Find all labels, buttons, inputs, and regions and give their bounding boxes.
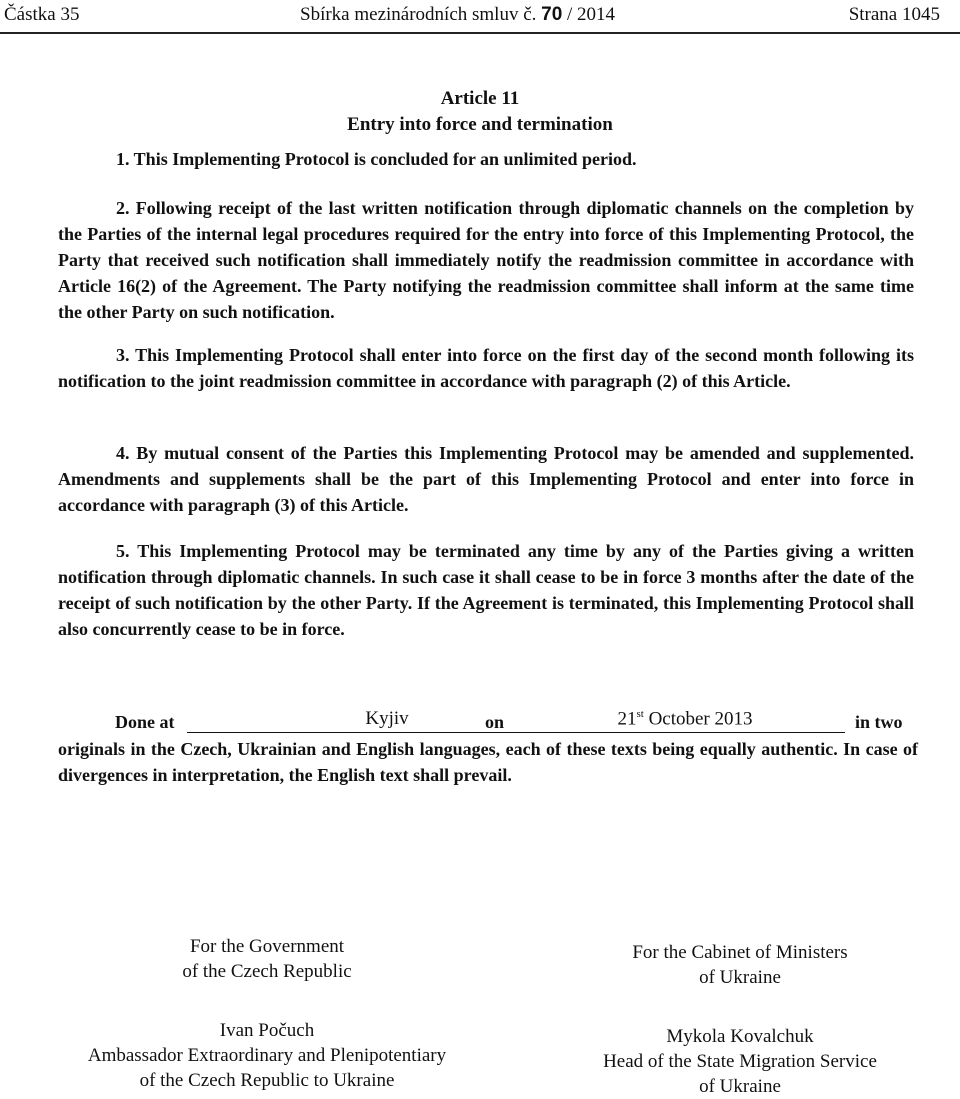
done-continuation: originals in the Czech, Ukrainian and English languages, each of these texts being equally authentic. In case of divergences in interpretation, the English text shall prevail.	[58, 739, 918, 785]
paragraph-1: 1. This Implementing Protocol is concluded for an unlimited period.	[116, 149, 637, 169]
done-date-month-year: October 2013	[643, 708, 753, 730]
paragraph-5: 5. This Implementing Protocol may be terminated any time by any of the Parties giving a written notification through diplomatic channels. In such case it shall cease to be in force 3 months after the date of the receipt of such notification by the other Party. If the Agreement is terminated, this Implementing Protocol shall also concurrently cease to be in force.	[58, 541, 914, 639]
done-on-label: on	[485, 712, 505, 732]
done-at-label: Done at	[115, 712, 175, 732]
header-collection-year: / 2014	[567, 4, 616, 25]
signature-block-czech	[40, 934, 494, 1093]
done-at-line	[115, 708, 915, 736]
signature-ukraine-name: Mykola Kovalchuk	[666, 1026, 814, 1047]
header-collection-number: 70	[541, 4, 563, 25]
signature-ukraine-line2: of Ukraine	[699, 967, 781, 988]
paragraph-3: 3. This Implementing Protocol shall enter into force on the first day of the second month following its notification to the joint readmission committee in accordance with paragraph (2) of this Article.	[58, 345, 914, 391]
done-in-two-label: in two	[855, 712, 903, 732]
signature-czech-line1: For the Government	[189, 936, 345, 957]
done-date	[525, 708, 845, 733]
header-collection-prefix: Sbírka mezinárodních smluv č.	[300, 4, 537, 25]
done-place: Kyjiv	[187, 708, 587, 733]
paragraph-2: 2. Following receipt of the last written notification through diplomatic channels on the completion by the Parties of the internal legal procedures required for the entry into force of this Implementing Protocol, the Party that received such notification shall immediately notify the readmission committee in accordance with Article 16(2) of the Agreement. The Party notifying the readmission committee shall inform at the same time the other Party on such notification.	[58, 198, 914, 322]
signature-ukraine-title1: Head of the State Migration Service	[603, 1051, 877, 1072]
signature-czech-name: Ivan Počuch	[219, 1020, 315, 1041]
header-collection-title	[300, 4, 615, 26]
article-subtitle: Entry into force and termination	[347, 114, 613, 135]
signature-ukraine-line1: For the Cabinet of Ministers	[632, 942, 848, 963]
done-date-suffix: st	[636, 708, 644, 720]
signature-czech-line2: of the Czech Republic	[182, 961, 352, 982]
header-part-number: Částka 35	[4, 4, 80, 25]
signature-czech-title2: of the Czech Republic to Ukraine	[139, 1070, 395, 1091]
article-title: Article 11	[440, 88, 520, 109]
signature-ukraine-title2: of Ukraine	[699, 1076, 781, 1097]
done-date-day: 21	[617, 708, 637, 730]
paragraph-4: 4. By mutual consent of the Parties this Implementing Protocol may be amended and supplemented. Amendments and supplements shall be the part of this Implementing Protocol and enter into force in accordance with paragraph (3) of this Article.	[58, 443, 914, 515]
header-page-number: Strana 1045	[848, 4, 940, 25]
signature-block-ukraine	[540, 940, 940, 1099]
signature-czech-title1: Ambassador Extraordinary and Plenipotentiary	[87, 1045, 447, 1066]
page-header	[0, 0, 960, 34]
